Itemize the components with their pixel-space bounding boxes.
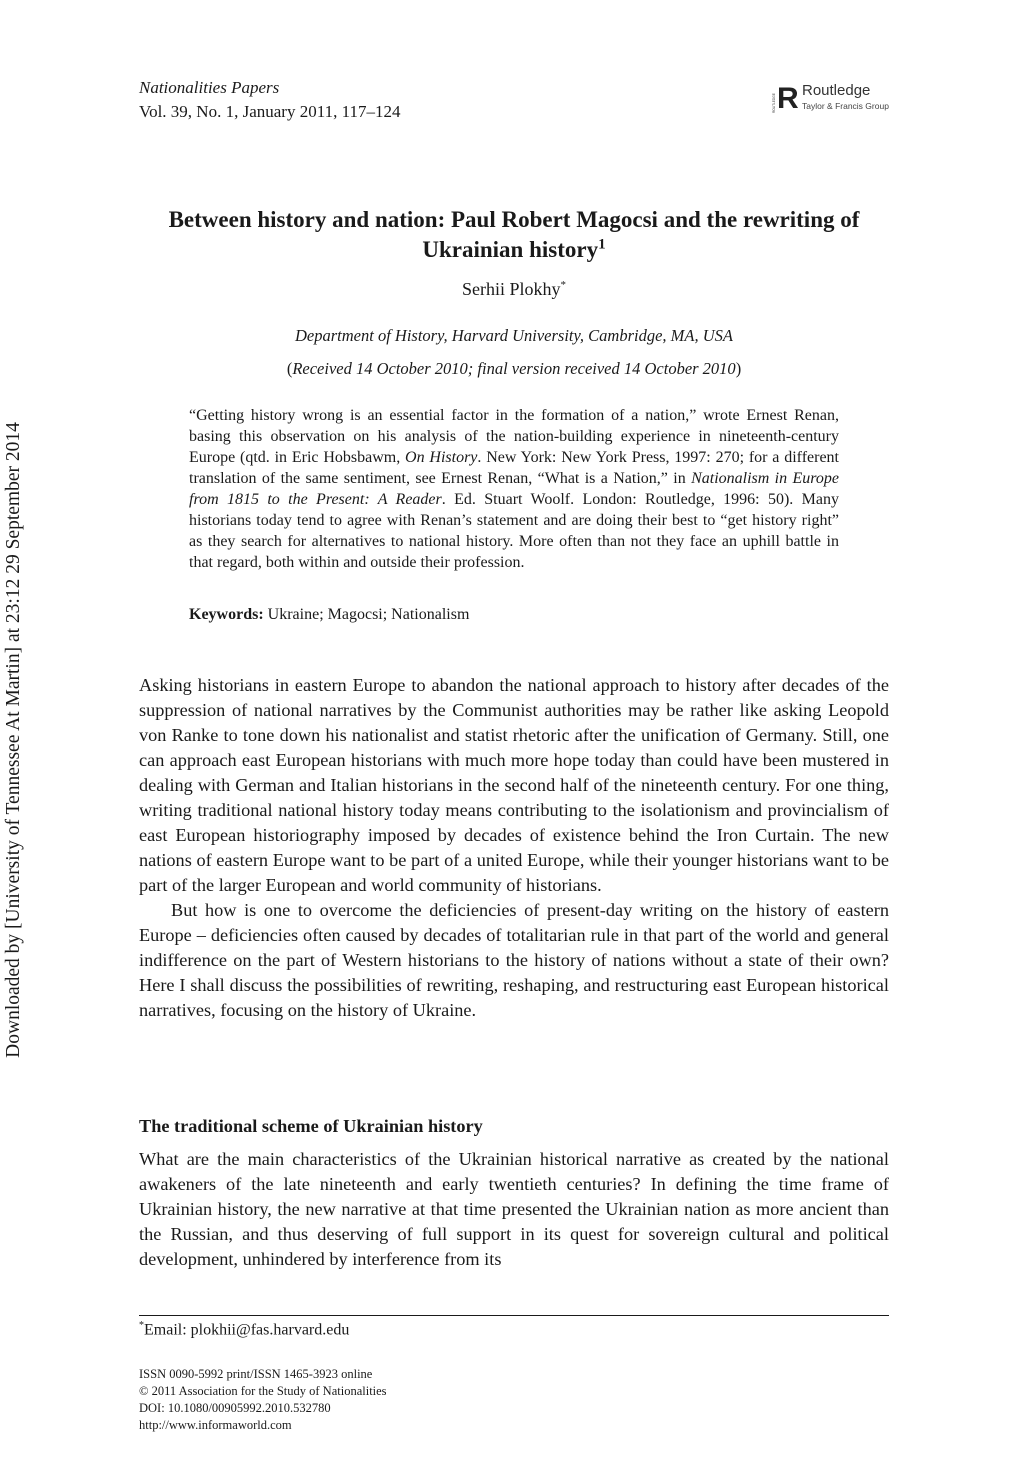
keywords-list: Ukraine; Magocsi; Nationalism <box>263 606 470 623</box>
imprint-doi[interactable]: DOI: 10.1080/00905992.2010.532780 <box>139 1401 331 1415</box>
received-dates <box>139 359 889 379</box>
publisher-group: Taylor & Francis Group <box>802 101 889 111</box>
imprint-copyright: © 2011 Association for the Study of Nationalities <box>139 1384 387 1398</box>
abstract-part-3: . Ed. Stuart Woolf. London: Routledge, 1996: 50). Many historians today tend to agree with Renan’s statement and are doing their best to “get history right” as they search for alternatives to national history. More often than not they face an uphill battle in that regard, both within and outside their profession. <box>189 491 839 571</box>
footnote-marker: * <box>139 1320 144 1331</box>
body-paragraph: But how is one to overcome the deficiencies of present-day writing on the history of eastern Europe – deficiencies often caused by decades of totalitarian rule in that part of the world and general indifference on the part of Western historians to the history of nations without a state of their own? Here I shall discuss the possibilities of rewriting, reshaping, and restructuring east European historical narratives, focusing on the history of Ukraine. <box>139 900 889 1020</box>
abstract-paragraph <box>189 405 839 573</box>
download-watermark <box>0 0 28 1465</box>
affiliation: Department of History, Harvard University, Cambridge, MA, USA <box>295 326 733 345</box>
footnote-email[interactable]: Email: plokhii@fas.harvard.edu <box>144 1321 350 1339</box>
imprint-url[interactable]: http://www.informaworld.com <box>139 1418 292 1432</box>
body-paragraph: Asking historians in eastern Europe to abandon the national approach to history after decades of the suppression of national narratives by the Communist authorities may be rather like asking Leopold von Ranke to tone down his nationalist and statist rhetoric after the unification of Germany. Still, one can approach east European historians with much more hope today than could have been mustered in dealing with German and Italian historians in the second half of the nineteenth century. For one thing, writing traditional national history today means contributing to the isolationism and provincialism of east European historiography imposed by decades of existence behind the Iron Curtain. The new nations of eastern Europe want to be part of a united Europe, while their younger historians want to be part of the larger European and world community of historians. <box>139 675 889 895</box>
title-footnote-marker[interactable]: 1 <box>598 236 606 253</box>
logo-vertical-text: ROUTLEDGE <box>772 93 776 113</box>
footnote-divider <box>139 1315 889 1316</box>
article-title <box>139 205 889 265</box>
publisher-brand: Routledge <box>802 82 871 99</box>
body-paragraph: What are the main characteristics of the Ukrainian historical narrative as created by the national awakeners of the late nineteenth and early twentieth centuries? In defining the time frame of Ukrainian history, the new narrative at that time presented the Ukrainian nation as more ancient than the Russian, and thus deserving of full support in its quest for sovereign cultural and political development, unhindered by interference from its <box>139 1149 889 1269</box>
keywords <box>189 606 839 624</box>
journal-volume: Vol. 39, No. 1, January 2011, 117–124 <box>139 102 401 121</box>
publisher-logo <box>772 80 892 120</box>
journal-header <box>139 76 400 124</box>
article-title-text: Between history and nation: Paul Robert Magocsi and the rewriting of Ukrainian history <box>168 207 860 262</box>
abstract-italic-2: Nationalism in Europe from 1815 to the Present: A Reader <box>189 470 840 508</box>
received-paren-close: ) <box>735 359 742 378</box>
journal-name: Nationalities Papers <box>139 78 280 97</box>
author-line <box>139 279 889 300</box>
abstract <box>189 405 839 573</box>
author-footnote-marker[interactable]: * <box>560 279 566 291</box>
introduction <box>139 673 889 1023</box>
received-paren-open: ( <box>286 359 293 378</box>
author-name: Serhii Plokhy <box>461 279 561 299</box>
received-text: Received 14 October 2010; final version received 14 October 2010 <box>292 359 736 378</box>
abstract-part-1: “Getting history wrong is an essential factor in the formation of a nation,” wrote Ernest Renan, basing this observation on his analysis of the nation-building experience in nineteenth-century Europe (qtd. in Eric Hobsbawm, <box>189 407 839 466</box>
imprint <box>139 1366 387 1434</box>
section-body <box>139 1147 889 1272</box>
imprint-issn: ISSN 0090-5992 print/ISSN 1465-3923 online <box>139 1367 373 1381</box>
abstract-italic-1: On History <box>405 449 478 466</box>
abstract-part-2: . New York: New York Press, 1997: 270; for a different translation of the same sentiment, see Ernest Renan, “What is a Nation,” in <box>189 449 840 487</box>
logo-letter: R <box>777 82 799 115</box>
footnote <box>139 1320 349 1339</box>
section-heading: The traditional scheme of Ukrainian history <box>139 1116 483 1136</box>
routledge-logo-icon <box>772 80 799 115</box>
keywords-label: Keywords: <box>189 606 264 623</box>
download-watermark-text: Downloaded by [University of Tennessee At Martin] at 23:12 29 September 2014 <box>3 422 24 1058</box>
